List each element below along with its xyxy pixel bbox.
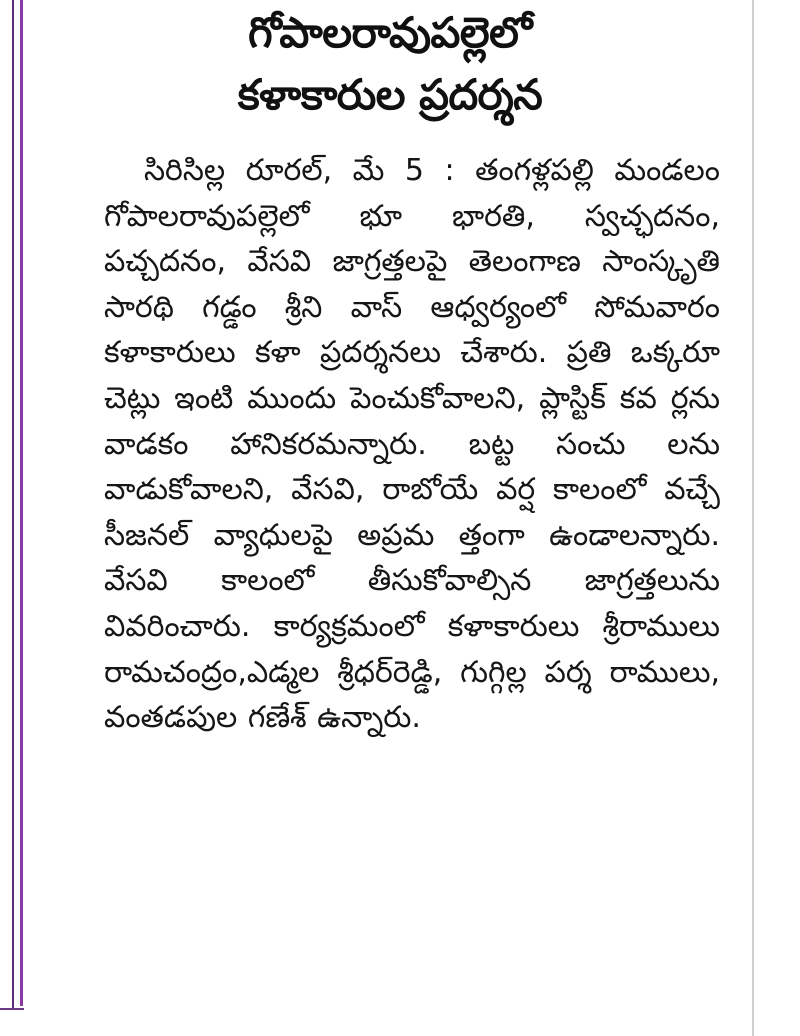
headline-line-2: కళాకారుల ప్రదర్శన: [237, 70, 543, 119]
left-frame-border: [0, 0, 14, 1010]
news-article: [60, 0, 720, 1000]
article-headline: [60, 0, 720, 126]
left-purple-rule: [20, 0, 23, 1006]
bottom-frame-border: [0, 1008, 24, 1010]
column-divider: [752, 0, 754, 1036]
article-body: సిరిసిల్ల రూరల్, మే 5 : తంగళ్లపల్లి మండలం గోపాలరావుపల్లెలో భూ భారతి, స్వచ్ఛదనం, పచ్చదనం, వేసవి జాగ్రత్తలపై తెలంగాణ సాంస్కృతి సారథి గడ్డం శ్రీని వాస్ ఆధ్వర్యంలో సోమవారం కళాకారులు కళా ప్రదర్శనలు చేశారు. ప్రతి ఒక్కరూ చెట్లు ఇంటి ముందు పెంచుకోవాలని, ప్లాస్టిక్ కవ ర్లను వాడకం హానికరమన్నారు. బట్ట సంచు లను వాడుకోవాలని, వేసవి, రాబోయే వర్ష కాలంలో వచ్చే సీజనల్ వ్యాధులపై అప్రమ త్తంగా ఉండాలన్నారు. వేసవి కాలంలో తీసుకోవాల్సిన జాగ్రత్తలును వివరించారు. కార్యక్రమంలో కళాకారులు శ్రీరాములు రామచంద్రం,ఎడ్మల శ్రీధర్‌రెడ్డి, గుగ్గిల్ల పర్శ రాములు, వంతడపుల గణేశ్ ఉన్నారు.: [104, 153, 720, 736]
headline-line-1: గోపాలరావుపల్లెలో: [248, 8, 532, 57]
